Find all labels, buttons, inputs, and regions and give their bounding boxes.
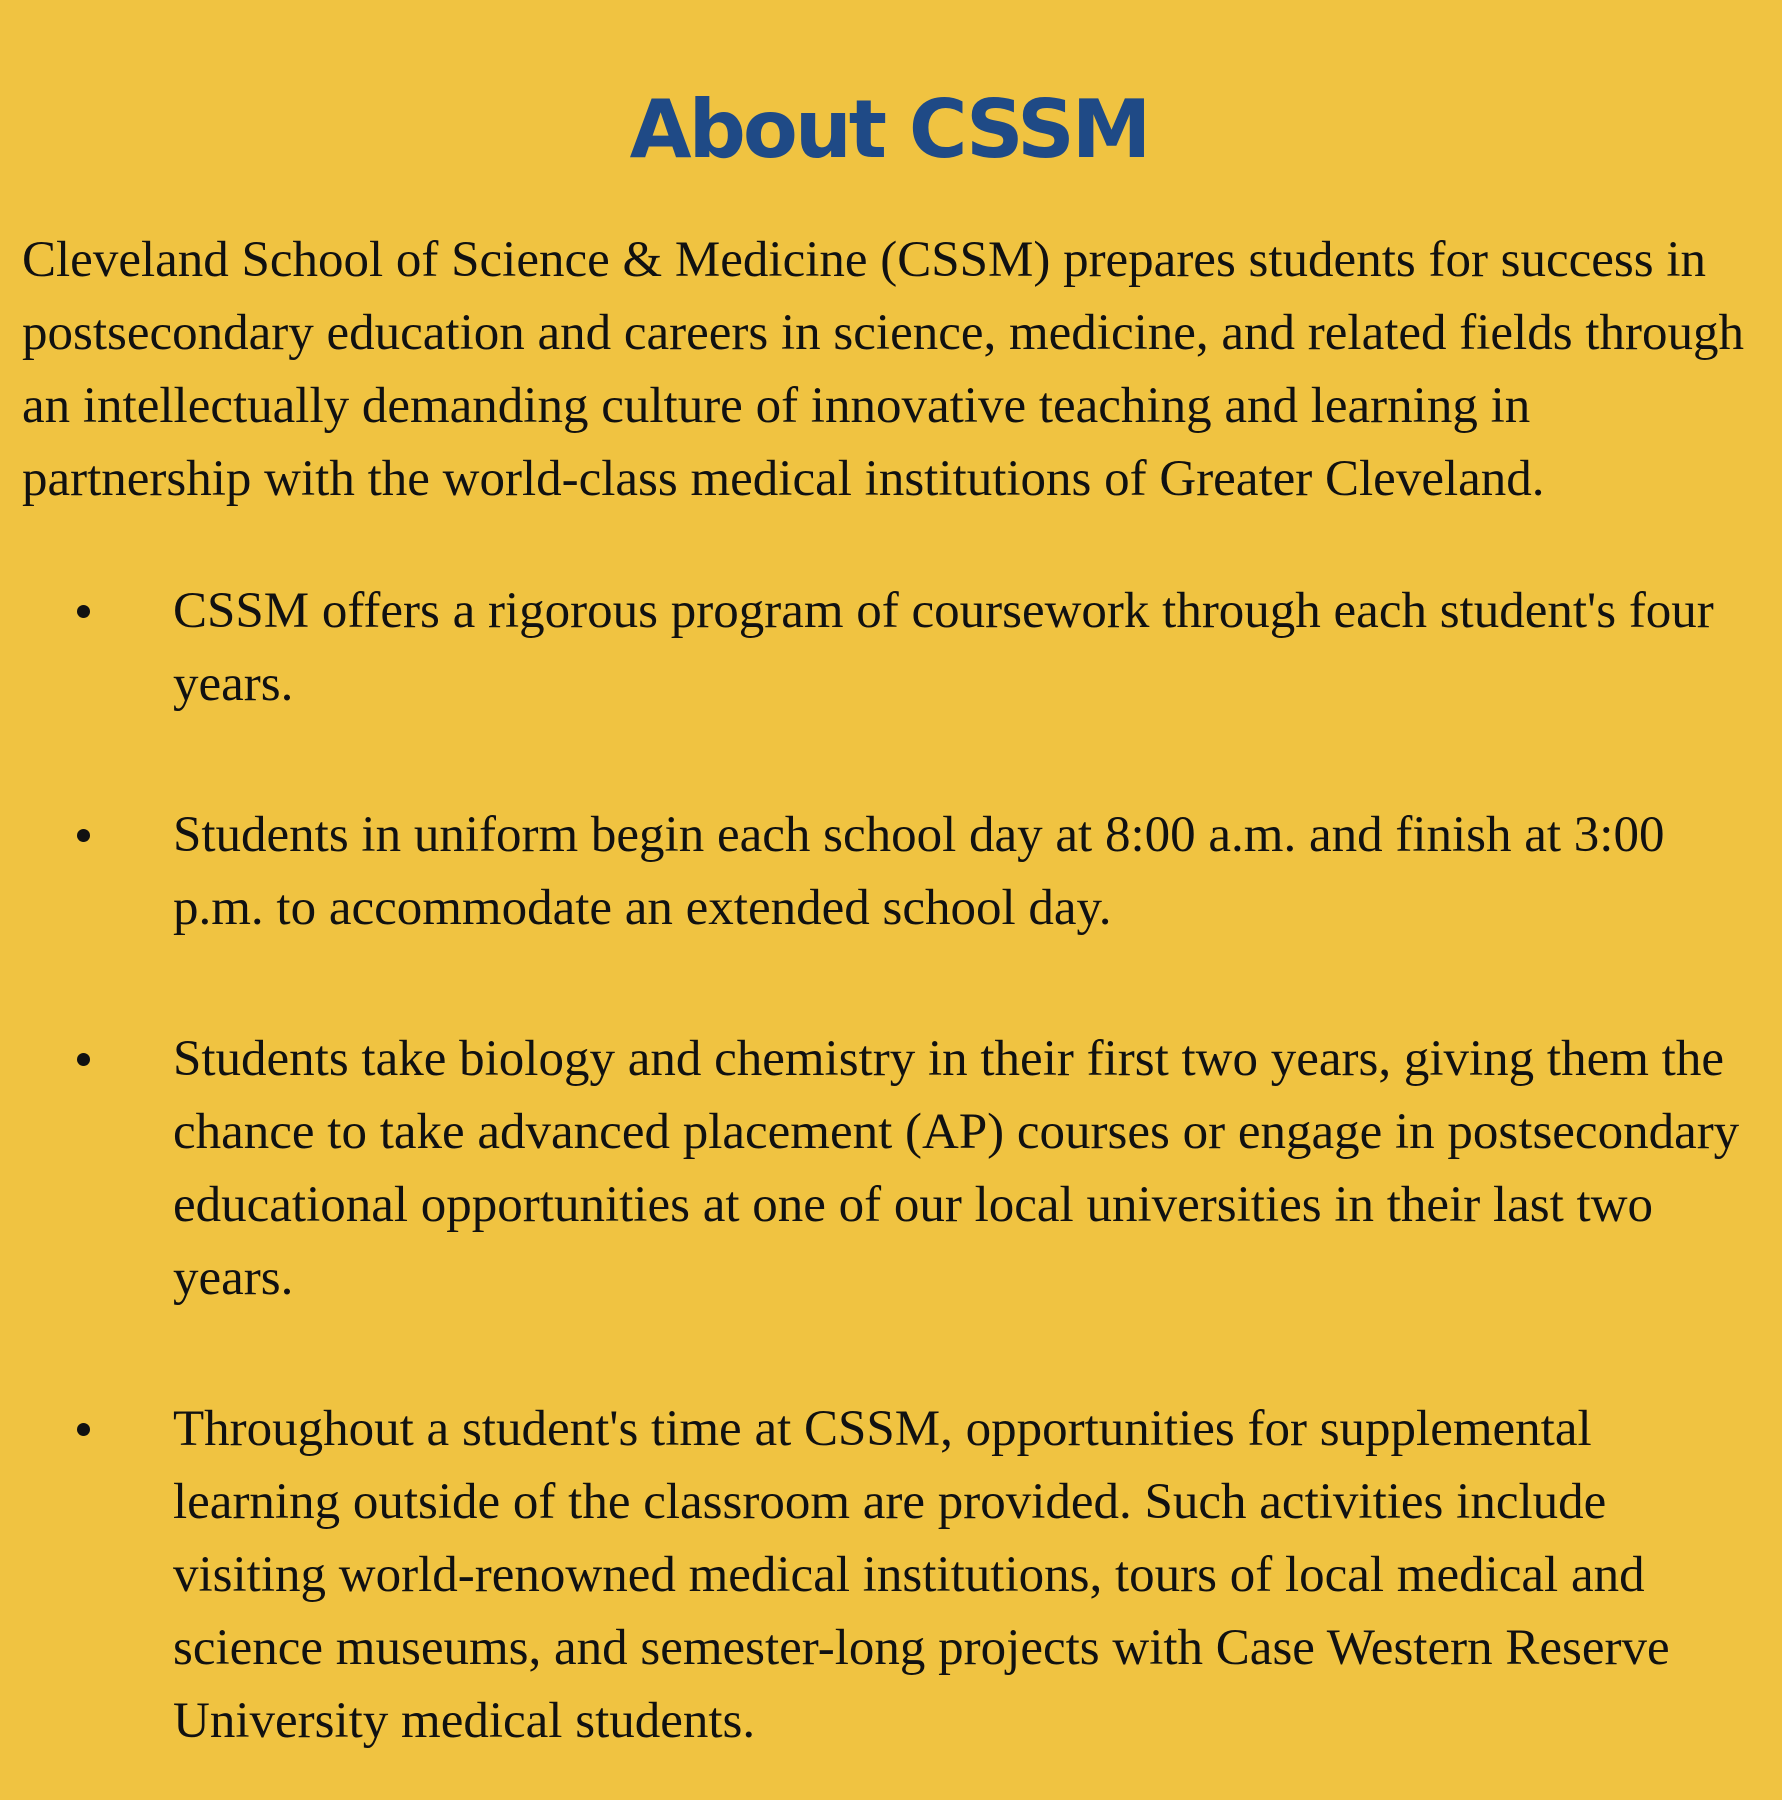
list-item-text: Students in uniform begin each school day at 8:00 a.m. and finish at 3:00 p.m. to accommodate an extended school day. — [173, 807, 1665, 936]
list-item — [22, 799, 1756, 945]
list-item — [22, 1023, 1756, 1315]
list-item-text: CSSM offers a rigorous program of coursework through each student's four years. — [173, 583, 1714, 712]
bullet-icon — [77, 829, 90, 842]
bullet-icon — [77, 605, 90, 618]
list-item-text: Throughout a student's time at CSSM, opportunities for supplemental learning outside of the classroom are provided. Such activities include visiting world-renowned medical institutions, tours of local medical and science museums, and semester-long projects with Case Western Reserve University medical students. — [173, 1401, 1670, 1749]
intro-paragraph: Cleveland School of Science & Medicine (CSSM) prepares students for success in postsecondary education and careers in science, medicine, and related fields through an intellectually demanding culture of innovative teaching and learning in partnership with the world-class medical institutions of Greater Cleveland. — [22, 232, 1744, 507]
bullet-icon — [77, 1053, 90, 1066]
list-item — [22, 1393, 1756, 1758]
bullet-icon — [77, 1423, 90, 1436]
list-item — [22, 575, 1756, 721]
page-title: About CSSM — [629, 83, 1149, 176]
feature-list — [22, 575, 1756, 1758]
list-item-text: Students take biology and chemistry in their first two years, giving them the chance to take advanced placement (AP) courses or engage in postsecondary educational opportunities at one of our local universities in their last two years. — [173, 1031, 1740, 1306]
